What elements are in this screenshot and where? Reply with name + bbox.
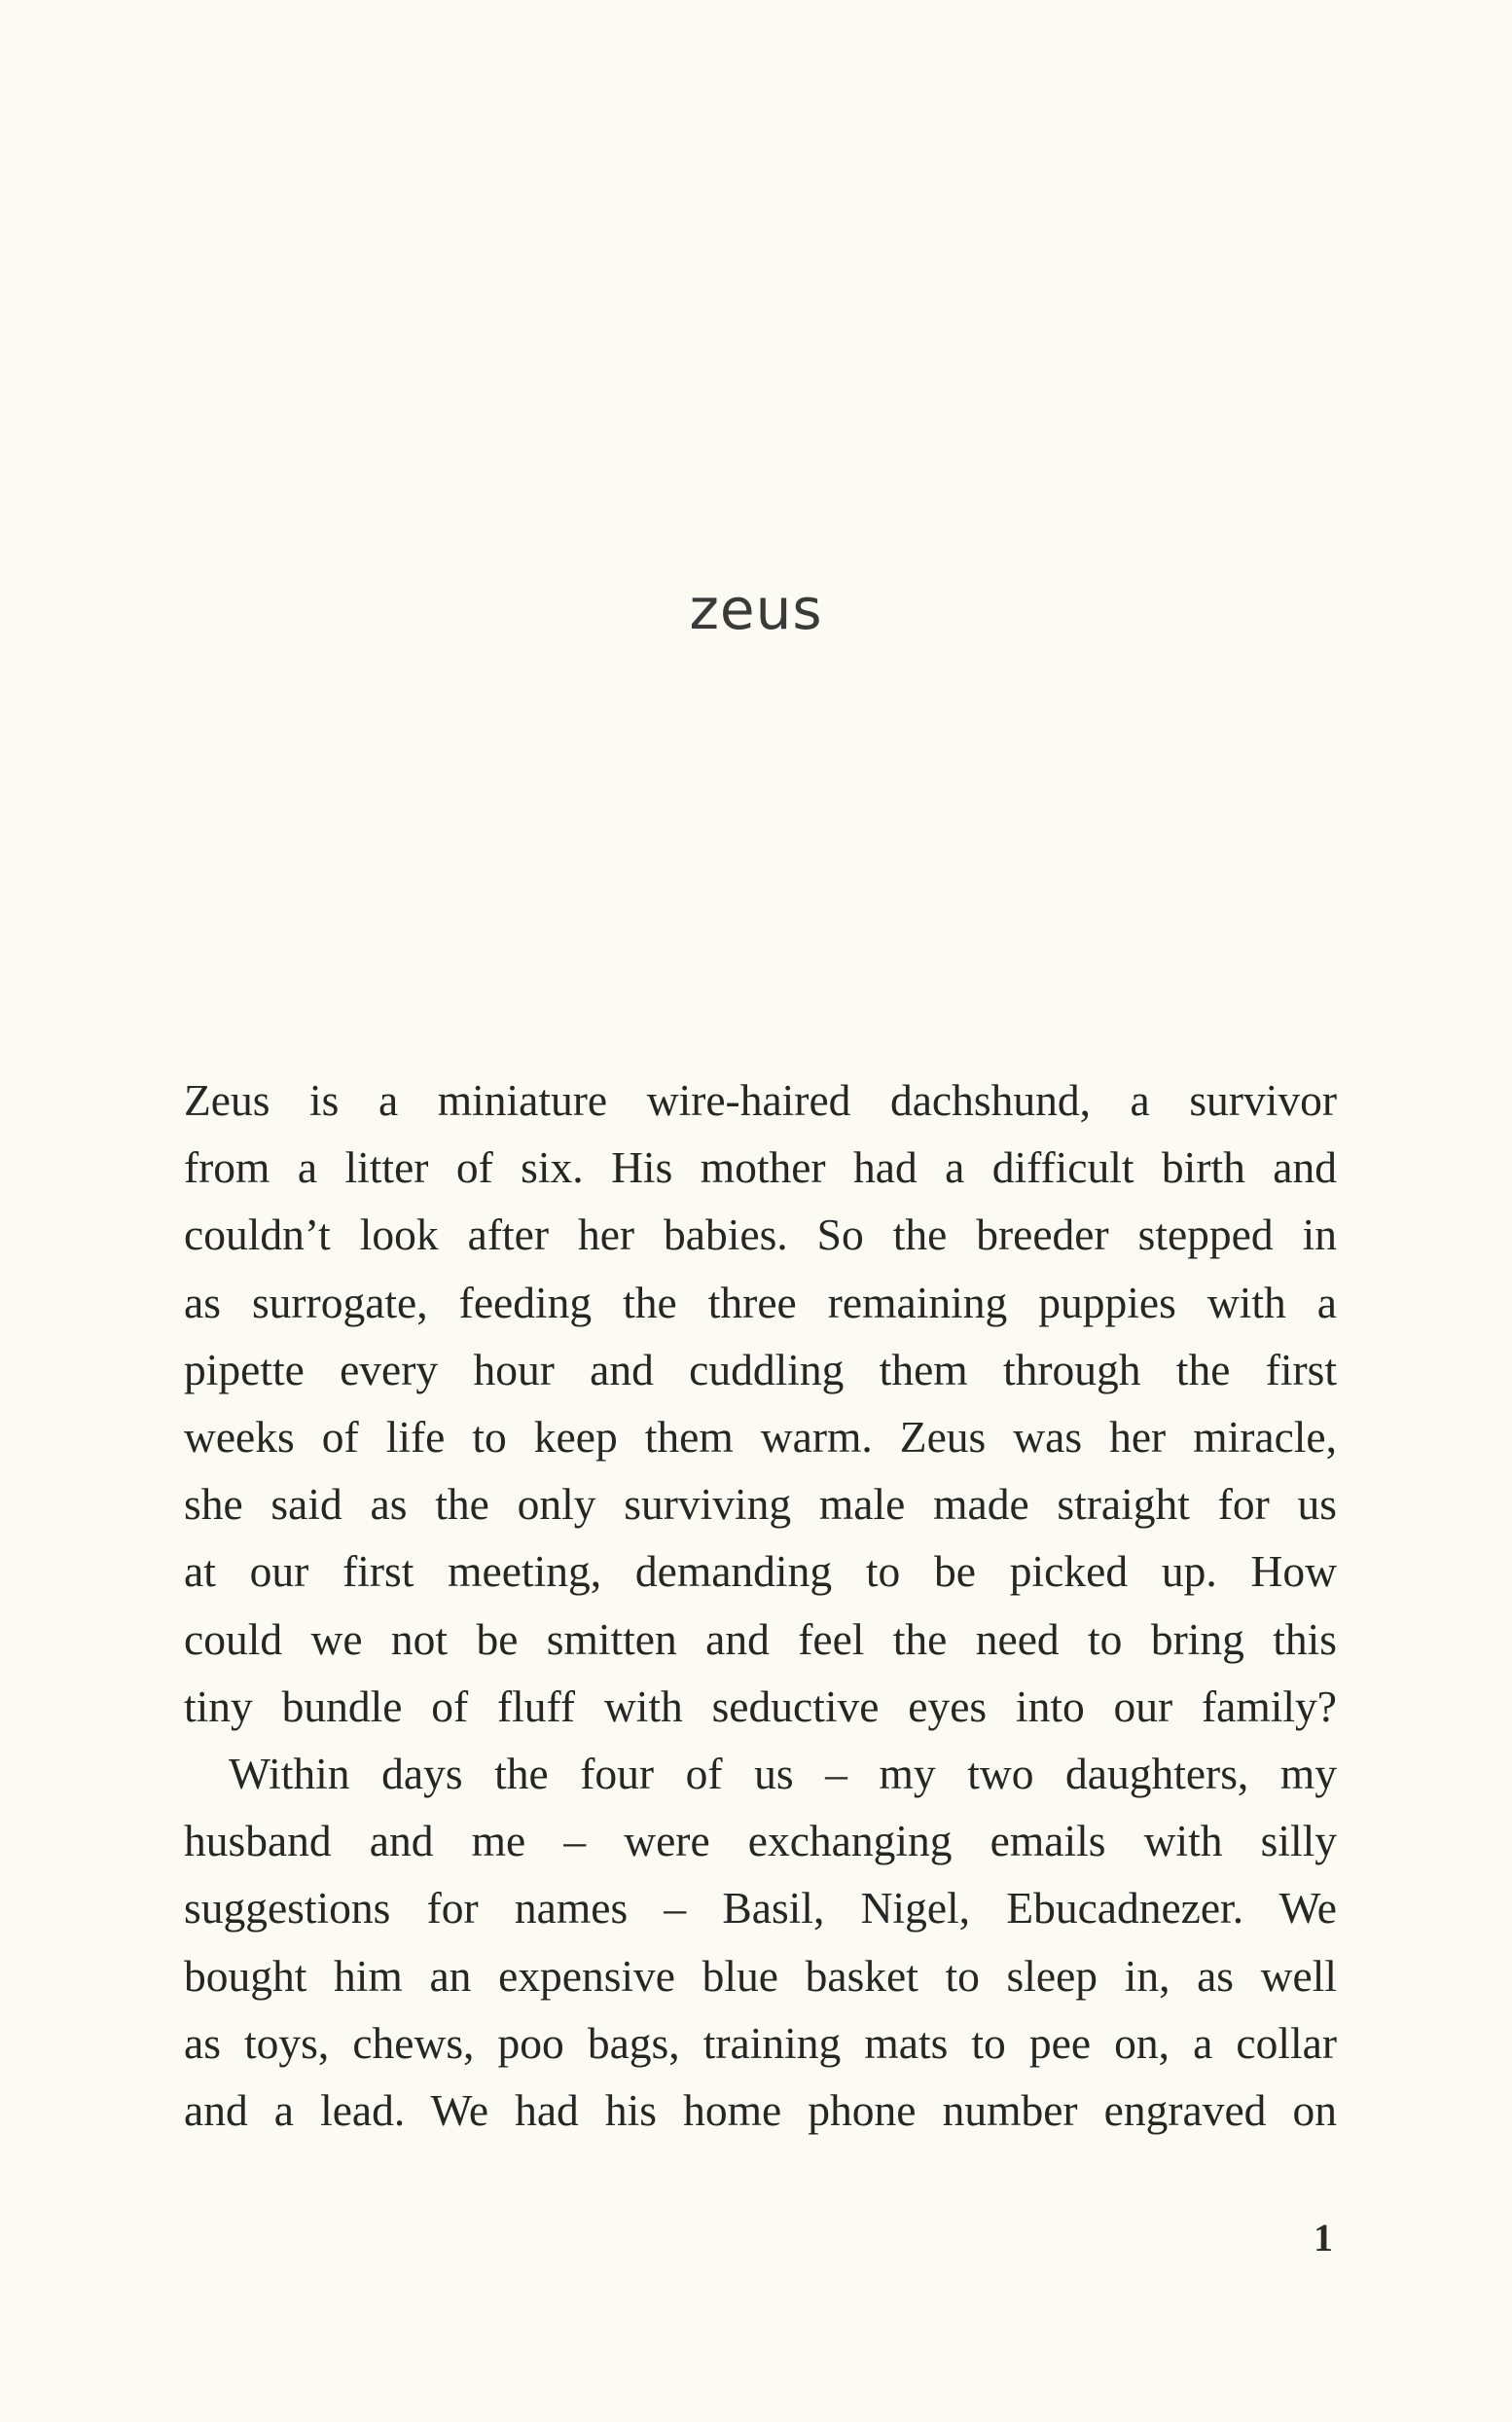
text-line: weeks of life to keep them warm. Zeus was her miracle, (184, 1412, 1337, 1463)
text-line: and a lead. We had his home phone number engraved on (184, 2085, 1337, 2136)
text-line: couldn’t look after her babies. So the breeder stepped in (184, 1210, 1337, 1260)
text-line: tiny bundle of fluff with seductive eyes into our family? (184, 1681, 1337, 1731)
chapter-body (184, 1066, 1337, 2144)
text-line: bought him an expensive blue basket to sleep in, as well (184, 1950, 1337, 2001)
text-line: she said as the only surviving male made straight for us (184, 1479, 1337, 1530)
chapter-title: zeus (689, 576, 823, 642)
text-line: at our first meeting, demanding to be picked up. How (184, 1546, 1337, 1597)
text-line: husband and me – were exchanging emails with silly (184, 1816, 1337, 1866)
text-line: from a litter of six. His mother had a difficult birth and (184, 1142, 1337, 1193)
text-line: suggestions for names – Basil, Nigel, Ebucadnezer. We (184, 1883, 1337, 1934)
paragraph-1 (184, 1066, 1337, 1740)
text-line: pipette every hour and cuddling them through the first (184, 1344, 1337, 1394)
paragraph-2 (184, 1740, 1337, 2144)
text-line: Within days the four of us – my two daughters, my (229, 1749, 1337, 1799)
page-number: 1 (1314, 2216, 1333, 2259)
text-line: Zeus is a miniature wire-haired dachshund, a survivor (184, 1075, 1337, 1125)
text-line: as surrogate, feeding the three remaining puppies with a (184, 1277, 1337, 1327)
text-line: as toys, chews, poo bags, training mats to pee on, a collar (184, 2017, 1337, 2068)
text-line: could we not be smitten and feel the need to bring this (184, 1613, 1337, 1664)
